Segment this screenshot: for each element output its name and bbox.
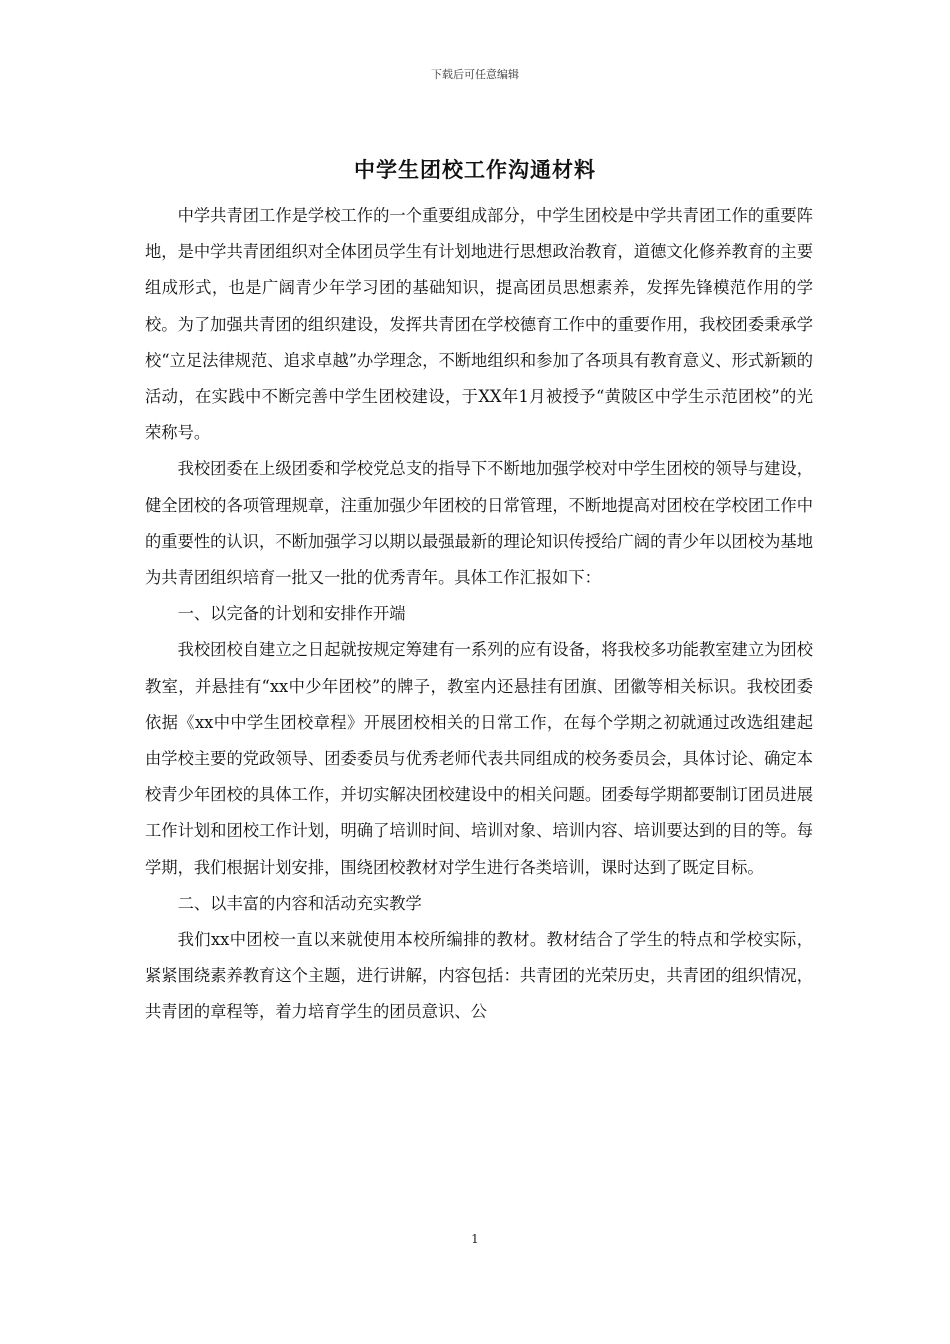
page-number: 1 (471, 1232, 479, 1246)
document-body (145, 198, 813, 1031)
paragraph-planning: 我校团校自建立之日起就按规定筹建有一系列的应有设备，将我校多功能教室建立为团校教室，并悬挂有“xx中少年团校”的牌子，教室内还悬挂有团旗、团徽等相关标识。我校团委依据《xx中中学生团校章程》开展团校相关的日常工作，在每个学期之初就通过改选组建起由学校主要的党政领导、团委委员与优秀老师代表共同组成的校务委员会，具体讨论、确定本校青少年团校的具体工作，并切实解决团校建设中的相关问题。团委每学期都要制订团员进展工作计划和团校工作计划，明确了培训时间、培训对象、培训内容、培训要达到的目的等。每学期，我们根据计划安排，围绕团校教材对学生进行各类培训，课时达到了既定目标。 (145, 640, 813, 877)
section-heading-2: 二、以丰富的内容和活动充实教学 (177, 893, 422, 913)
document-title: 中学生团校工作沟通材料 (354, 157, 596, 182)
paragraph-teaching: 我们xx中团校一直以来就使用本校所编排的教材。教材结合了学生的特点和学校实际，紧紧围绕素养教育这个主题，进行讲解，内容包括：共青团的光荣历史，共青团的组织情况，共青团的章程等，着力培育学生的团员意识、公 (145, 930, 813, 1022)
section-heading-1: 一、以完备的计划和安排作开端 (177, 604, 406, 624)
page-header-note: 下载后可任意编辑 (431, 68, 519, 81)
paragraph-leadership: 我校团委在上级团委和学校党总支的指导下不断地加强学校对中学生团校的领导与建设，健全团校的各项管理规章，注重加强少年团校的日常管理，不断地提高对团校在学校团工作中的重要性的认识，不断加强学习以期以最强最新的理论知识传授给广阔的青少年以团校为基地为共青团组织培育一批又一批的优秀青年。具体工作汇报如下： (145, 459, 813, 588)
paragraph-intro: 中学共青团工作是学校工作的一个重要组成部分，中学生团校是中学共青团工作的重要阵地，是中学共青团组织对全体团员学生有计划地进行思想政治教育，道德文化修养教育的主要组成形式，也是广阔青少年学习团的基础知识，提高团员思想素养，发挥先锋模范作用的学校。为了加强共青团的组织建设，发挥共青团在学校德育工作中的重要作用，我校团委秉承学校“立足法律规范、追求卓越”办学理念，不断地组织和参加了各项具有教育意义、形式新颖的活动，在实践中不断完善中学生团校建设，于XX年1月被授予“黄陂区中学生示范团校”的光荣称号。 (145, 206, 813, 443)
